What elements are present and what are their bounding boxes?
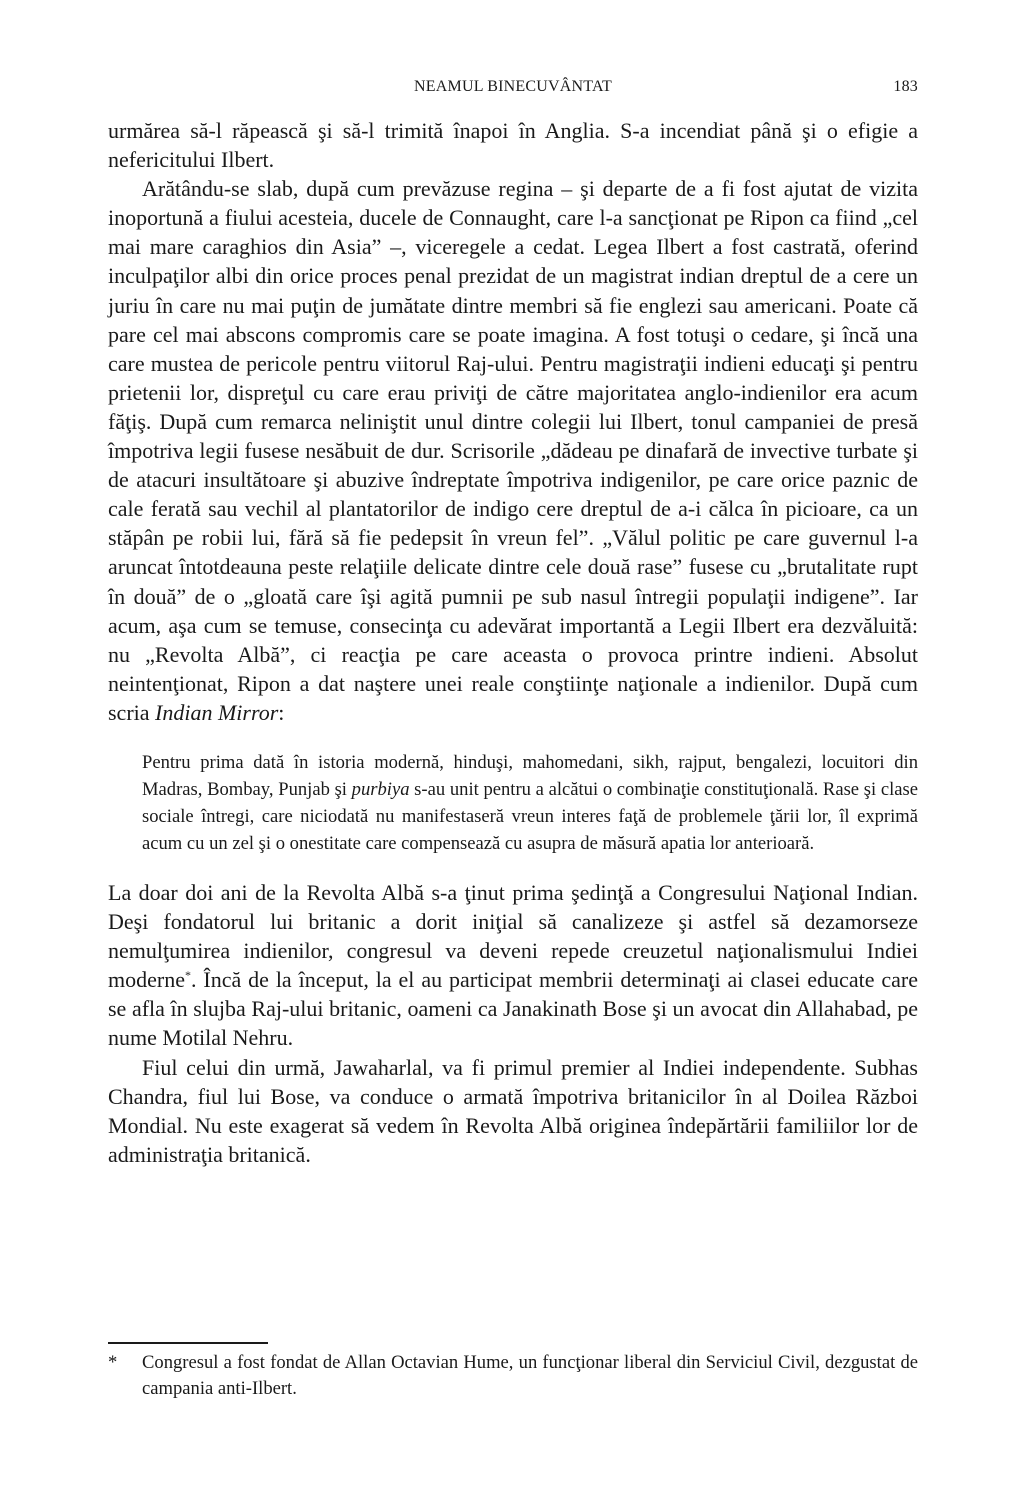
footnote-reference[interactable]: * [184, 968, 191, 983]
paragraph-continuation: urmărea să-l răpească şi să-l trimită înapoi în Anglia. S-a incendiat până şi o efigie a nefericitului Ilbert. [108, 118, 918, 173]
page-number: 183 [893, 78, 918, 95]
footnote-divider [108, 1342, 268, 1344]
quote-text-part: Pentru prima dată în istoria modernă, hinduşi, mahomedani, sikh, rajput, bengalezi, locuitori din Madras, Bombay, Punjab şi [142, 751, 918, 800]
footnote [108, 1350, 918, 1402]
paragraph-ripon [108, 174, 918, 727]
footnote-text: Congresul a fost fondat de Allan Octavian Hume, un funcţionar liberal din Serviciul Civil, dezgustat de campania anti-Ilbert. [142, 1352, 918, 1399]
block-quote [142, 749, 918, 857]
running-header [108, 78, 918, 102]
quote-italic-term: purbiya [351, 778, 410, 800]
quote-text-part: s-au unit pentru a alcătui o combinaţie constituţională. Rase şi clase sociale întregi, care niciodată nu manifestaseră vreun interes faţă de problemele ţării lor, îl exprimă acum cu un zel şi o onestitate care compensează cu asupra de măsură apatia lor anterioară. [142, 778, 918, 854]
running-title: NEAMUL BINECUVÂNTAT [414, 78, 612, 95]
paragraph-congress [108, 878, 918, 1053]
main-text [108, 116, 918, 1169]
paragraph-text: . Încă de la început, la el au participat membrii determinaţi ai clasei educate care se afla în slujba Raj-ului britanic, oameni ca Janakinath Bose şi un avocat din Allahabad, pe nume Motilal Nehru. [108, 967, 918, 1051]
quote-text [142, 749, 918, 857]
footnote-mark: * [108, 1352, 118, 1373]
paragraph-text-end: : [278, 699, 285, 725]
paragraph-jawaharlal: Fiul celui din urmă, Jawaharlal, va fi primul premier al Indiei independente. Subhas Chandra, fiul lui Bose, va conduce o armată împotriva britanicilor în al Doilea Război Mondial. Nu este exagerat să vedem în Revolta Albă originea îndepărtării familiilor lor de administraţia britanică. [108, 1054, 918, 1167]
publication-title: Indian Mirror [155, 699, 279, 725]
paragraph-text: La doar doi ani de la Revolta Albă s-a ţinut prima şedinţă a Congresului Naţional Indian. Deşi fondatorul lui britanic a dorit iniţial să canalizeze şi astfel să dezamorseze nemulţumirea indienilor, congresul va deveni repede creuzetul naţionalismului Indiei moderne [108, 879, 918, 993]
paragraph-text: Arătându-se slab, după cum prevăzuse regina – şi departe de a fi fost ajutat de vizita inoportună a fiului acesteia, ducele de Connaught, care l-a sancţionat pe Ripon ca fiind „cel mai mare caraghios din Asia” –, viceregele a cedat. Legea Ilbert a fost castrată, oferind inculpaţilor albi din orice proces penal prezidat de un magistrat indian dreptul de a cere un juriu în care nu mai puţin de jumătate dintre membri să fie englezi sau americani. Poate că pare cel mai abscons compromis care se poate imagina. A fost totuşi o cedare, şi încă una care mustea de pericole pentru viitorul Raj-ului. Pentru magistraţii indieni educaţi şi pentru prietenii lor, dispreţul cu care erau priviţi de către majoritatea anglo-indienilor era acum făţiş. După cum remarca neliniştit unul dintre colegii lui Ilbert, tonul campaniei de presă împotriva legii fusese nesăbuit de dur. Scrisorile „dădeau pe dinafară de invective turbate şi de atacuri insultătoare şi abuzive îndreptate împotriva indigenilor, pe care orice paznic de cale ferată sau vechil al plantatorilor de indigo cere dreptul de a-i călca în picioare, ca un stăpân pe robii lui, fără să fie pedepsit în vreun fel”. „Vălul politic pe care guvernul l-a aruncat întotdeauna peste relaţiile delicate dintre cele două rase” fusese cu „brutalitate rupt în două” de o „gloată care îşi agită pumnii pe sub nasul întregii populaţii indigene”. Iar acum, aşa cum se temuse, consecinţa cu adevărat importantă a Legii Ilbert era dezvăluită: nu „Revolta Albă”, ci reacţia pe care aceasta o provoca printre indieni. Absolut neintenţionat, Ripon a dat naştere unei reale conştiinţe naţionale a indienilor. După cum scria [108, 176, 918, 725]
